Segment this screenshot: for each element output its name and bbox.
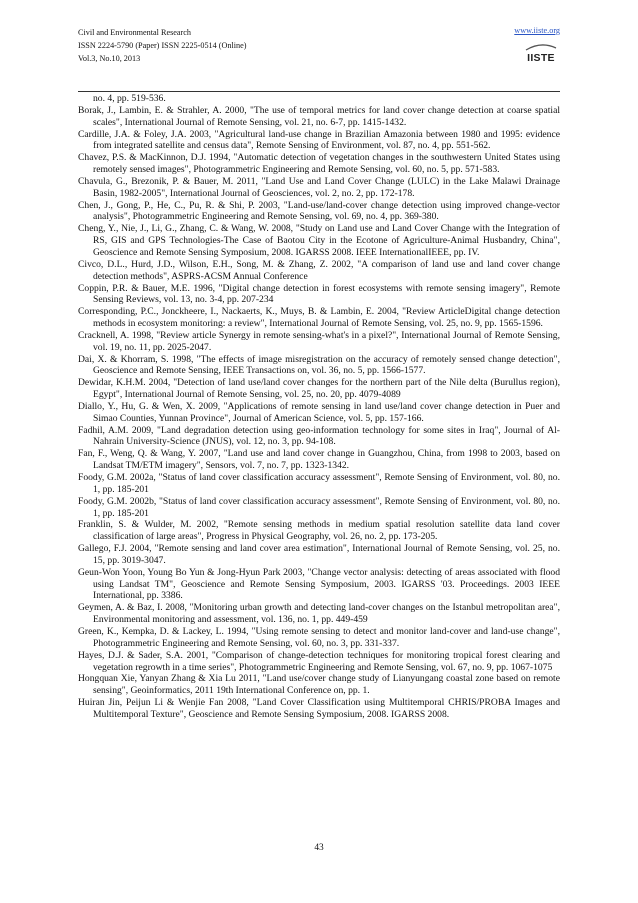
reference-entry: Geymen, A. & Baz, I. 2008, "Monitoring urban growth and detecting land-cover changes on the Istanbul metropolitan area", Environmental monitoring and assessment, vol. 136, no. 1, pp. 449-459 bbox=[78, 602, 560, 626]
reference-entry: Coppin, P.R. & Bauer, M.E. 1996, "Digital change detection in forest ecosystems with remote sensing imagery", Remote Sensing Reviews, vol. 13, no. 3-4, pp. 207-234 bbox=[78, 282, 560, 306]
reference-entry: Foody, G.M. 2002b, "Status of land cover classification accuracy assessment", Remote Sensing of Environment, vol. 80, no. 1, pp. 185-201 bbox=[78, 495, 560, 519]
reference-entry: Cracknell, A. 1998, "Review article Synergy in remote sensing-what's in a pixel?", International Journal of Remote Sensing, vol. 19, no. 11, pp. 2025-2047. bbox=[78, 329, 560, 353]
reference-entry: Dewidar, K.H.M. 2004, "Detection of land use/land cover changes for the northern part of the Nile delta (Burullus region), Egypt", International Journal of Remote Sensing, vol. 25, no. 20, pp. 4079-4089 bbox=[78, 377, 560, 401]
journal-title: Civil and Environmental Research bbox=[78, 28, 192, 37]
reference-entry: Gallego, F.J. 2004, "Remote sensing and land cover area estimation", International Journal of Remote Sensing, vol. 25, no. 15, pp. 3019-3047. bbox=[78, 543, 560, 566]
iiste-logo bbox=[524, 40, 558, 64]
reference-entry: Fadhil, A.M. 2009, "Land degradation detection using geo-information technology for some sites in Iraq", Journal of Al-Nahrain University-Science (JNUS), vol. 12, no. 3, pp. 94-108. bbox=[78, 424, 560, 448]
reference-entry: Borak, J., Lambin, E. & Strahler, A. 2000, "The use of temporal metrics for land cover change detection at coarse spatial scales", International Journal of Remote Sensing, vol. 21, no. 6-7, pp. 1415-1432. bbox=[78, 104, 560, 128]
reference-entry: Franklin, S. & Wulder, M. 2002, "Remote sensing methods in medium spatial resolution satellite data land cover classification of large areas", Progress in Physical Geography, vol. 26, no. 2, pp. 173-205. bbox=[78, 519, 560, 543]
journal-url-link[interactable]: www.iiste.org bbox=[514, 26, 560, 35]
reference-entry: Dai, X. & Khorram, S. 1998, "The effects of image misregistration on the accuracy of remotely sensed change detection", Geoscience and Remote Sensing, IEEE Transactions on, vol. 36, no. 5, pp. 1566-1577. bbox=[78, 353, 560, 377]
reference-entry: Green, K., Kempka, D. & Lackey, L. 1994, "Using remote sensing to detect and monitor land-cover and land-use change", Photogrammetric Engineering and Remote Sensing, vol. 60, no. 3, pp. 331-337. bbox=[78, 625, 560, 649]
reference-entry: Diallo, Y., Hu, G. & Wen, X. 2009, "Applications of remote sensing in land use/land cover change detection in Puer and Simao Counties, Yunnan Province", Journal of American Science, vol. 5, pp. 157-166. bbox=[78, 400, 560, 424]
header-divider bbox=[78, 91, 560, 92]
svg-text:IISTE: IISTE bbox=[527, 52, 555, 64]
reference-list bbox=[78, 93, 560, 721]
journal-header bbox=[78, 26, 247, 66]
reference-entry: Hongquan Xie, Yanyan Zhang & Xia Lu 2011, "Land use/cover change study of Lianyungang coastal zone based on remote sensing", Geoinformatics, 2011 19th International Conference on, pp. 1. bbox=[78, 673, 560, 697]
journal-issn: ISSN 2224-5790 (Paper) ISSN 2225-0514 (Online) bbox=[78, 41, 247, 51]
reference-entry: Hayes, D.J. & Sader, S.A. 2001, "Comparison of change-detection techniques for monitoring tropical forest clearing and vegetation regrowth in a time series", Photogrammetric Engineering and Remote Sensing, vol. 67, no. 9, pp. 1067-1075 bbox=[78, 649, 560, 673]
reference-entry: Chavez, P.S. & MacKinnon, D.J. 1994, "Automatic detection of vegetation changes in the southwestern United States using remotely sensed images", Photogrammetric Engineering and Remote Sensing, vol. 60, no. 5, pp. 571-583. bbox=[78, 152, 560, 176]
reference-entry: Civco, D.L., Hurd, J.D., Wilson, E.H., Song, M. & Zhang, Z. 2002, "A comparison of land use and land cover change detection methods", ASPRS-ACSM Annual Conference bbox=[78, 258, 560, 282]
reference-entry: Chavula, G., Brezonik, P. & Bauer, M. 2011, "Land Use and Land Cover Change (LULC) in the Lake Malawi Drainage Basin, 1982-2005", International Journal of Geosciences, vol. 2, no. 2, pp. 172-178. bbox=[78, 175, 560, 199]
reference-entry: Cheng, Y., Nie, J., Li, G., Zhang, C. & Wang, W. 2008, "Study on Land use and Land Cover Change with the Integration of RS, GIS and GPS Technologies-The Case of Baotou City in the Ecotone of Agriculture-Animal Husbandry, China", Geoscience and Remote Sensing Symposium, 2008. IGARSS 2008. IEEE InternationalIEEE, pp. IV. bbox=[78, 223, 560, 258]
reference-entry: Cardille, J.A. & Foley, J.A. 2003, "Agricultural land-use change in Brazilian Amazonia between 1980 and 1995: evidence from integrated satellite and census data", Remote Sensing of Environment, vol. 87, no. 4, pp. 551-562. bbox=[78, 128, 560, 152]
page-number: 43 bbox=[314, 843, 324, 853]
reference-continuation: no. 4, pp. 519-536. bbox=[93, 93, 166, 104]
reference-entry: Huiran Jin, Peijun Li & Wenjie Fan 2008, "Land Cover Classification using Multitemporal CHRIS/PROBA Images and Multitemporal Texture", Geoscience and Remote Sensing Symposium, 2008. IGARSS 2008. bbox=[78, 697, 560, 720]
reference-entry: Foody, G.M. 2002a, "Status of land cover classification accuracy assessment", Remote Sensing of Environment, vol. 80, no. 1, pp. 185-201 bbox=[78, 472, 560, 495]
reference-entry: Chen, J., Gong, P., He, C., Pu, R. & Shi, P. 2003, "Land-use/land-cover change detection using improved change-vector analysis", Photogrammetric Engineering and Remote Sensing, vol. 69, no. 4, pp. 369-380. bbox=[78, 199, 560, 223]
journal-volume: Vol.3, No.10, 2013 bbox=[78, 54, 141, 64]
reference-entry: Geun-Won Yoon, Young Bo Yun & Jong-Hyun Park 2003, "Change vector analysis: detecting of areas associated with flood using Landsat TM", Geoscience and Remote Sensing Symposium, 2003. IGARSS '03. Proceedings. 2003 IEEE International, pp. 3386. bbox=[78, 566, 560, 602]
reference-entry: Fan, F., Weng, Q. & Wang, Y. 2007, "Land use and land cover change in Guangzhou, China, from 1998 to 2003, based on Landsat TM/ETM imagery", Sensors, vol. 7, no. 7, pp. 1323-1342. bbox=[78, 448, 560, 472]
reference-entry: Corresponding, P.C., Jonckheere, I., Nackaerts, K., Muys, B. & Lambin, E. 2004, "Review ArticleDigital change detection methods in ecosystem monitoring: a review", International Journal of Remote Sensing, vol. 25, no. 9, pp. 1565-1596. bbox=[78, 306, 560, 330]
